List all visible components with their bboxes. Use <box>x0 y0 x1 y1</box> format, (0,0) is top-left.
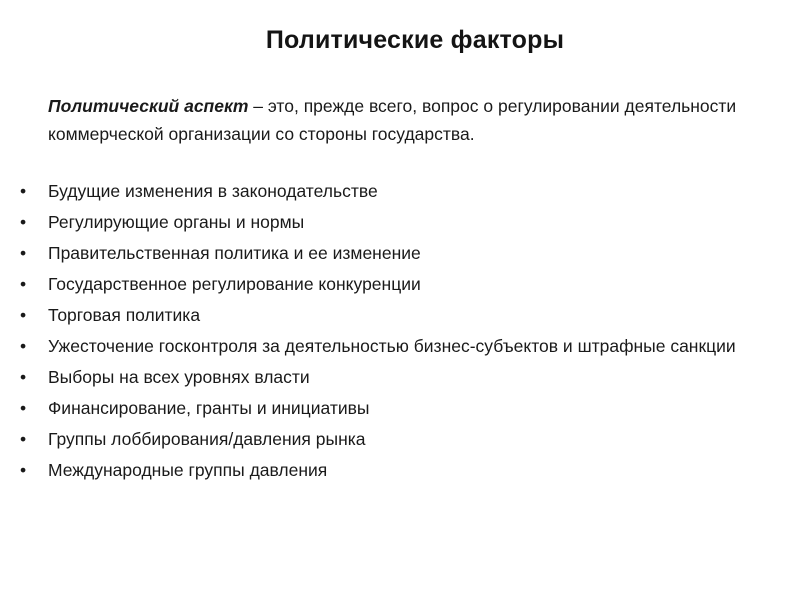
bullet-text: Финансирование, гранты и инициативы <box>48 398 370 418</box>
bullet-dot-icon: • <box>20 367 27 387</box>
bullet-item <box>20 178 760 204</box>
bullet-text: Правительственная политика и ее изменение <box>48 243 421 263</box>
bullet-dot-icon: • <box>20 398 27 418</box>
bullet-item <box>20 364 760 390</box>
bullet-dot-icon: • <box>20 336 27 356</box>
slide-title: Политические факторы <box>265 26 565 54</box>
bullet-item <box>20 426 760 452</box>
bullet-text: Международные группы давления <box>48 460 328 480</box>
bullet-item <box>20 395 760 421</box>
intro-paragraph <box>48 92 738 148</box>
bullet-item <box>20 457 760 483</box>
bullet-item <box>20 302 760 328</box>
bullet-item <box>20 240 760 266</box>
bullet-dot-icon: • <box>20 429 27 449</box>
intro-term: Политический аспект <box>48 96 249 116</box>
bullet-item <box>20 271 760 297</box>
bullet-text: Группы лоббирования/давления рынка <box>48 429 366 449</box>
intro-text: – это, прежде всего, вопрос о регулировании деятельности коммерческой организации со стороны государства. <box>48 96 737 144</box>
bullet-item <box>20 209 760 235</box>
bullet-text: Торговая политика <box>48 305 201 325</box>
bullet-dot-icon: • <box>20 181 27 201</box>
bullet-text: Будущие изменения в законодательстве <box>48 181 378 201</box>
bullet-dot-icon: • <box>20 274 27 294</box>
bullet-dot-icon: • <box>20 243 27 263</box>
bullet-dot-icon: • <box>20 305 27 325</box>
bullet-text: Ужесточение госконтроля за деятельностью бизнес-субъектов и штрафные санкции <box>48 336 736 356</box>
bullet-dot-icon: • <box>20 460 27 480</box>
bullet-text: Регулирующие органы и нормы <box>48 212 305 232</box>
bullet-dot-icon: • <box>20 212 27 232</box>
bullet-text: Выборы на всех уровнях власти <box>48 367 310 387</box>
bullet-item <box>20 333 760 359</box>
bullet-list <box>20 178 760 488</box>
bullet-text: Государственное регулирование конкуренции <box>48 274 421 294</box>
